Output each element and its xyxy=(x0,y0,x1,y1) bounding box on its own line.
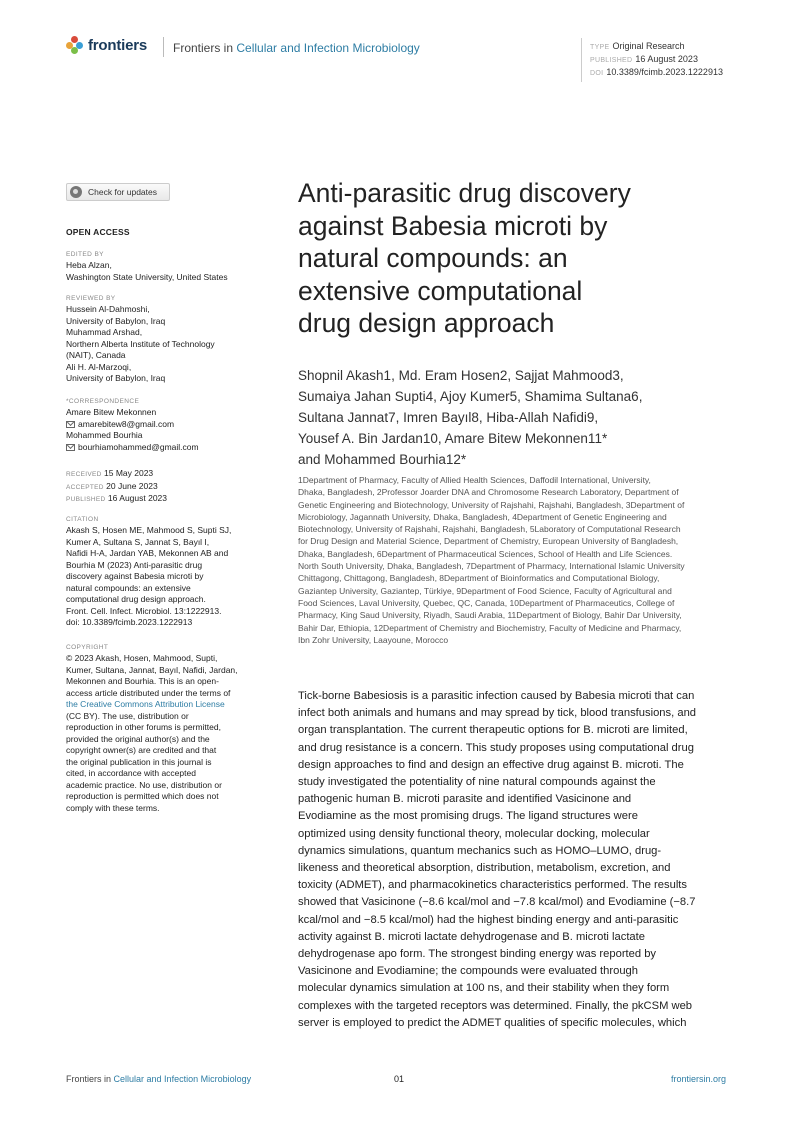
article-type xyxy=(590,41,685,51)
abstract-line: Evodiamine as the most promising drugs. The ligand structures were xyxy=(298,810,638,823)
abstract-line: infect both animals and humans and may spread by tick, blood transfusions, and xyxy=(298,707,697,720)
affiliation-line: Dhaka, Bangladesh, 6Department of Pharmaceutical Sciences, School of Health and Life Sciences. xyxy=(298,548,673,559)
copyright-line: academic practice. No use, distribution or xyxy=(66,779,222,790)
title-line: drug design approach xyxy=(298,308,555,338)
copyright-line: comply with these terms. xyxy=(66,802,160,813)
meta-divider xyxy=(581,38,582,82)
journal-name[interactable] xyxy=(173,41,420,55)
abstract-line: Tick-borne Babesiosis is a parasitic infection caused by Babesia microti that can xyxy=(298,690,695,702)
frontiers-logo[interactable] xyxy=(66,36,147,54)
title-line: Anti-parasitic drug discovery xyxy=(298,178,631,208)
copyright-line: Mekonnen and Bourhia. This is an open- xyxy=(66,676,219,686)
mail-icon xyxy=(66,421,75,428)
check-updates-label: Check for updates xyxy=(88,187,157,197)
reviewer-line: Muhammad Arshad, xyxy=(66,327,143,337)
abstract-line: and drug resistance is a concern. This study proposes using computational drug xyxy=(298,741,694,754)
reviewer-line: (NAIT), Canada xyxy=(66,350,126,360)
citation-label: CITATION xyxy=(66,516,99,523)
title-line: extensive computational xyxy=(298,275,583,306)
reviewer-line: University of Babylon, Iraq xyxy=(66,373,166,383)
type-label: TYPE xyxy=(590,44,610,51)
abstract-line: complexes with the targeted receptors was determined. Finally, the pkCSM web xyxy=(298,999,693,1012)
citation-line: computational drug design approach. xyxy=(66,594,206,604)
abstract-line: study investigated the potentiality of nine natural compounds against the xyxy=(298,776,656,789)
published-value-side: 16 August 2023 xyxy=(107,493,168,503)
affiliation-line: for Drug Design and Material Science, Department of Chemistry, European University of Bangladesh, xyxy=(298,536,679,547)
abstract-line: molecular dynamics simulation at 100 ns, and their stability when they form xyxy=(298,982,670,995)
copyright xyxy=(66,643,266,814)
abstract xyxy=(298,688,735,1032)
citation-doi[interactable]: doi: 10.3389/fcimb.2023.1222913 xyxy=(66,617,193,627)
author-line[interactable]: Sultana Jannat7, Imren Bayıl8, Hiba-Allah Nafidi9, xyxy=(298,410,599,425)
copyright-line: reproduction is permitted which does not xyxy=(66,791,219,801)
author-list xyxy=(298,365,728,470)
copyright-line: access article distributed under the terms of xyxy=(66,687,231,698)
author-line[interactable]: Shopnil Akash1, Md. Eram Hosen2, Sajjat Mahmood3, xyxy=(298,368,624,383)
article-title xyxy=(298,177,718,340)
edited-by xyxy=(66,250,266,283)
journal-title: Cellular and Infection Microbiology xyxy=(236,41,420,55)
title-line: natural compounds: an xyxy=(298,243,568,273)
reviewer-line: University of Babylon, Iraq xyxy=(66,315,166,326)
email-link-1[interactable] xyxy=(66,419,266,431)
frontiers-logo-icon xyxy=(66,36,84,54)
affiliation-line: Pharmacy, King Saud University, Riyadh, Saudi Arabia, 11Department of Biology, Bahir Dar University, xyxy=(298,610,682,621)
article-dates xyxy=(66,468,266,506)
affiliation-line: Microbiology, Jagannath University, Dhaka, Bangladesh, 4Department of Genetic Engineering and xyxy=(298,511,667,522)
author-line[interactable]: and Mohammed Bourhia12* xyxy=(298,452,467,467)
abstract-line: optimized using density functional theory, molecular docking, molecular xyxy=(298,827,650,840)
footer-journal-prefix: Frontiers in xyxy=(66,1074,112,1084)
reviewer-line: Northern Alberta Institute of Technology xyxy=(66,338,215,349)
published-value: 16 August 2023 xyxy=(635,54,698,64)
doi[interactable] xyxy=(590,67,723,77)
footer-website-link[interactable]: frontiersin.org xyxy=(671,1074,727,1084)
open-access-label: OPEN ACCESS xyxy=(66,227,130,237)
reviewer-line: Ali H. Al-Marzoqi, xyxy=(66,361,132,372)
email-1: amarebitew8@gmail.com xyxy=(78,418,175,429)
citation-line: Akash S, Hosen ME, Mahmood S, Supti SJ, xyxy=(66,525,232,535)
copyright-line: © 2023 Akash, Hosen, Mahmood, Supti, xyxy=(66,653,218,663)
accepted-label: ACCEPTED xyxy=(66,483,104,491)
affiliation-line: 1Department of Pharmacy, Faculty of Allied Health Sciences, Daffodil International, University, xyxy=(298,475,651,485)
logo-text: frontiers xyxy=(88,36,148,54)
copyright-line: (CC BY). The use, distribution or xyxy=(66,710,189,721)
affiliation-line: North South University, Dhaka, Bangladesh, 7Department of Pharmacy, International Islamic University xyxy=(298,561,685,572)
abstract-line: showed that Vasicinone (−8.6 kcal/mol and −7.8 kcal/mol) and Evodiamine (−8.7 xyxy=(298,896,696,909)
citation-line: discovery against Babesia microti by xyxy=(66,571,204,581)
affiliation-line: Genetic Engineering and Biotechnology, University of Rajshahi, Rajshahi, Bangladesh, 3Department of xyxy=(298,499,685,510)
abstract-line: likeness and theoretical absorption, distribution, metabolism, excretion, and xyxy=(298,862,671,875)
affiliation-line: Bahir Dar, Ethiopia, 12Department of Chemistry and Biochemistry, Faculty of Medicine and Pharmacy, xyxy=(298,622,682,633)
published-label-side: PUBLISHED xyxy=(66,496,106,503)
abstract-line: activity against B. microti lactate dehydrogenase and B. microti lactate xyxy=(298,930,645,943)
citation xyxy=(66,515,266,629)
reviewed-by xyxy=(66,294,266,385)
doi-value: 10.3389/fcimb.2023.1222913 xyxy=(606,67,723,77)
copyright-line: provided the original author(s) and the xyxy=(66,733,210,744)
accepted-date xyxy=(66,481,266,494)
correspondence xyxy=(66,397,266,453)
received-label: RECEIVED xyxy=(66,471,102,478)
title-line: against Babesia microti by xyxy=(298,210,608,241)
license-link[interactable]: the Creative Commons Attribution License xyxy=(66,699,225,709)
citation-line: Kumer A, Sultana S, Jannat S, Bayıl I, xyxy=(66,536,210,547)
editor-affiliation: Washington State University, United States xyxy=(66,271,228,282)
doi-label: DOI xyxy=(590,70,604,77)
footer-journal[interactable] xyxy=(66,1074,251,1084)
affiliation-line: Dhaka, Bangladesh, 2Professor Joarder DNA and Chromosome Research Laboratory, Department of xyxy=(298,487,679,498)
copyright-line: Kumer, Sultana, Jannat, Bayıl, Nafidi, Jardan, xyxy=(66,664,238,675)
abstract-line: server is employed to predict the ADMET qualities of specific molecules, which xyxy=(298,1016,687,1029)
author-line[interactable]: Yousef A. Bin Jardan10, Amare Bitew Mekonnen11* xyxy=(298,431,608,446)
published-date xyxy=(590,54,698,64)
author-line[interactable]: Sumaiya Jahan Supti4, Ajoy Kumer5, Shamima Sultana6, xyxy=(298,389,643,404)
affiliation-line: Biotechnology, University of Rajshahi, Rajshahi, Bangladesh, 5Laboratory of Computational Research xyxy=(298,524,681,535)
abstract-line: toxicity (ADMET), and pharmacokinetics characteristics performed. The results xyxy=(298,879,688,892)
reviewer-line: Hussein Al-Dahmoshi, xyxy=(66,304,150,314)
citation-line: Front. Cell. Infect. Microbiol. 13:1222913. xyxy=(66,605,222,616)
copyright-line: cited, in accordance with accepted xyxy=(66,768,196,778)
abstract-line: organ transplantation. The current therapeutic options for B. microti are limited, xyxy=(298,724,688,737)
check-updates-icon xyxy=(70,186,82,198)
received-value: 15 May 2023 xyxy=(104,468,154,478)
check-for-updates-button[interactable] xyxy=(66,183,170,201)
affiliation-line: Chittagong, Chittagong, Bangladesh, 8Department of Bioinformatics and Computational Biology, xyxy=(298,573,660,584)
abstract-line: pathogenic human B. microti parasite and identified Vasicinone and xyxy=(298,793,632,806)
abstract-line: Vasicinone and Evodiamine; the compounds were evaluated through xyxy=(298,965,638,978)
affiliation-line: Ibn Zohr University, Laayoune, Morocco xyxy=(298,634,449,645)
citation-line: natural compounds: an extensive xyxy=(66,582,191,593)
received-date xyxy=(66,468,266,481)
copyright-label: COPYRIGHT xyxy=(66,644,109,651)
citation-line: Nafidi H-A, Jardan YAB, Mekonnen AB and xyxy=(66,548,229,558)
affiliation-line: Gaziantep University, Gaziantep, Türkiye, 9Department of Food Science, Faculty of Agricultural and xyxy=(298,585,672,596)
email-link-2[interactable] xyxy=(66,442,266,454)
affiliation-line: Food Sciences, Laval University, Quebec, QC, Canada, 10Department of Pharmaceutics, College of xyxy=(298,597,675,608)
citation-line: Bourhia M (2023) Anti-parasitic drug xyxy=(66,559,203,570)
copyright-line: reproduction in other forums is permitted, xyxy=(66,722,221,732)
abstract-line: dynamics simulations, quantum mechanics such as HOMO–LUMO, drug- xyxy=(298,844,662,857)
type-value: Original Research xyxy=(612,41,685,51)
abstract-line: dehydrogenase apo form. The strongest binding energy was reported by xyxy=(298,948,657,961)
copyright-line: the original publication in this journal is xyxy=(66,756,212,767)
correspondence-label: *CORRESPONDENCE xyxy=(66,398,140,405)
published-date-side xyxy=(66,493,266,506)
footer-journal-name: Cellular and Infection Microbiology xyxy=(113,1074,252,1084)
page-number: 01 xyxy=(394,1074,405,1084)
header-divider xyxy=(163,37,164,57)
corresponding-author-1: Amare Bitew Mekonnen xyxy=(66,407,157,417)
email-2: bourhiamohammed@gmail.com xyxy=(78,441,199,452)
copyright-line: copyright owner(s) are credited and that xyxy=(66,745,217,755)
edited-by-label: EDITED BY xyxy=(66,251,104,258)
abstract-line: kcal/mol and −8.5 kcal/mol) had the highest binding energy and anti-parasitic xyxy=(298,913,679,926)
journal-prefix: Frontiers in xyxy=(173,41,234,55)
published-label: PUBLISHED xyxy=(590,57,633,64)
corresponding-author-2: Mohammed Bourhia xyxy=(66,430,143,440)
abstract-line: design approaches to find and design an effective drug against B. microti. The xyxy=(298,758,684,771)
editor-name: Heba Alzan, xyxy=(66,260,112,270)
accepted-value: 20 June 2023 xyxy=(106,480,158,491)
mail-icon xyxy=(66,444,75,451)
affiliations xyxy=(298,474,738,646)
reviewed-by-label: REVIEWED BY xyxy=(66,295,116,302)
